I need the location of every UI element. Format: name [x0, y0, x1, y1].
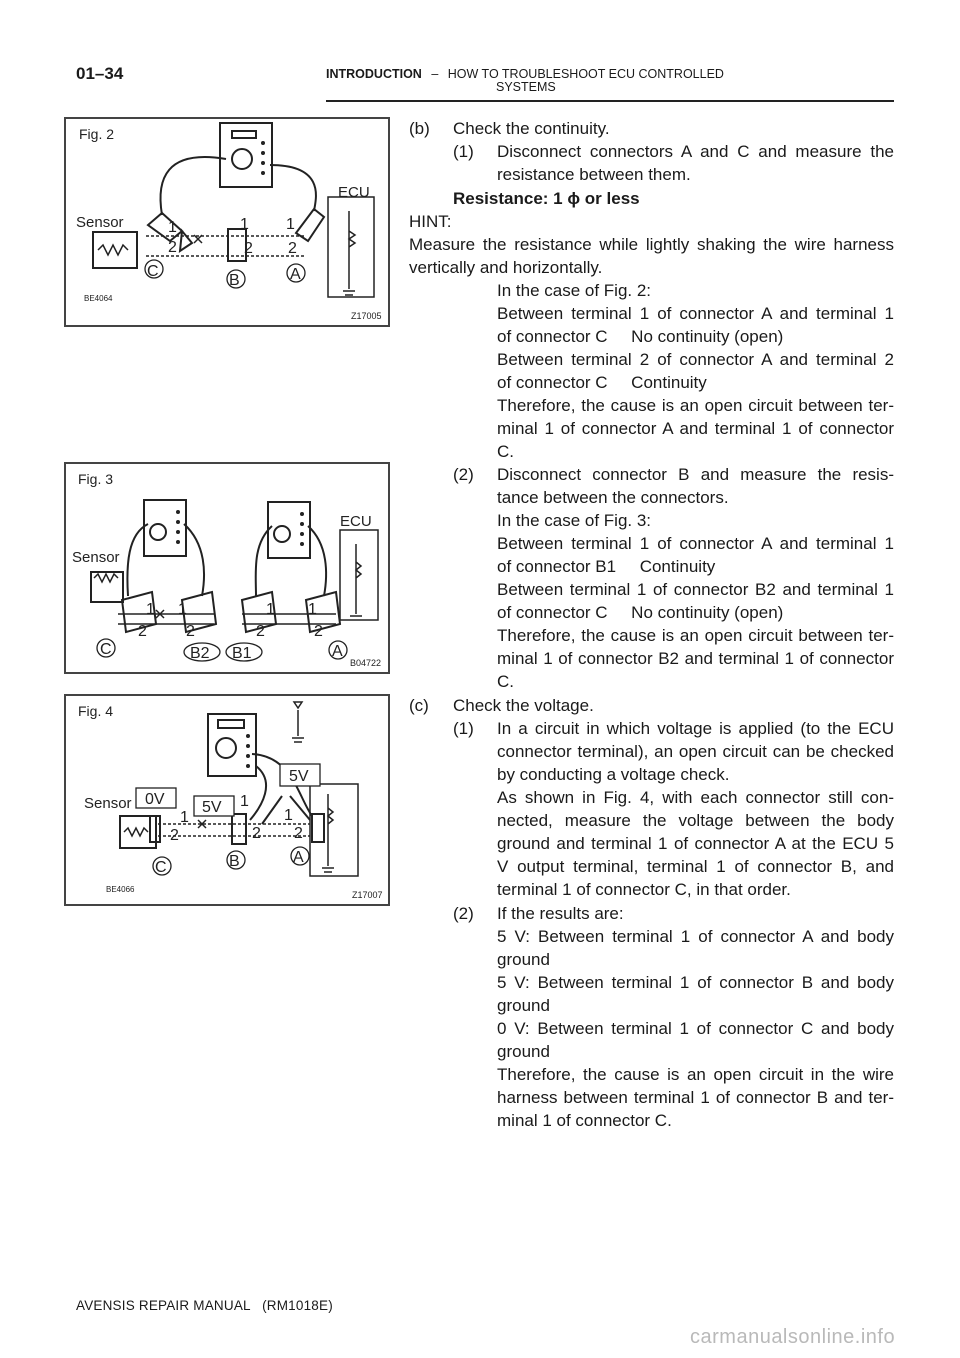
step-c1-line7: V output terminal, terminal 1 of connector B, and — [497, 857, 894, 876]
step-c-marker: (c) — [409, 696, 429, 715]
fig3-case: In the case of Fig. 3: — [497, 511, 652, 530]
figure-2-connector-b: B — [229, 272, 240, 289]
fig2-line3: Between terminal 2 of connector A and terminal 2 — [497, 350, 894, 369]
figure-3-connector-b2: B2 — [190, 645, 210, 662]
figure-3-connector-a: A — [332, 643, 343, 660]
fig2-case: In the case of Fig. 2: — [497, 281, 652, 300]
figure-4-terminal-1b: 1 — [240, 793, 249, 810]
step-c2-line5: ground — [497, 996, 550, 1015]
figure-4-diagram — [66, 696, 388, 904]
figure-2-terminal-1a: 1 — [168, 219, 177, 236]
resistance-spec: Resistance: 1 ϕ or less — [453, 189, 640, 208]
step-c1-line1: In a circuit in which voltage is applied (to the ECU — [497, 719, 894, 738]
fig2-line2: of connector C No continuity (open) — [497, 327, 784, 346]
figure-4-voltage-c: 0V — [145, 791, 165, 808]
page-number: 01–34 — [76, 64, 124, 83]
step-b2-line1: Disconnect connector B and measure the resis- — [497, 465, 894, 484]
hint-line1: Measure the resistance while lightly shaking the wire harness — [409, 235, 894, 254]
step-c2-line8: Therefore, the cause is an open circuit in the wire — [497, 1065, 894, 1084]
step-b-title: Check the continuity. — [453, 119, 610, 138]
figure-4 — [64, 694, 390, 906]
figure-3-terminal-2d: 2 — [314, 623, 323, 640]
step-c1-line3: by conducting a voltage check. — [497, 765, 730, 784]
step-c1-line4: As shown in Fig. 4, with each connector still con- — [497, 788, 894, 807]
step-c2-line6: 0 V: Between terminal 1 of connector C and body — [497, 1019, 894, 1038]
figure-2-terminal-2b: 2 — [244, 240, 253, 257]
hint-label: HINT: — [409, 212, 452, 231]
figure-4-label: Fig. 4 — [78, 703, 114, 719]
figure-4-voltage-b: 5V — [202, 799, 222, 816]
figure-2-small-code: BE4064 — [84, 294, 113, 303]
figure-4-terminal-2b: 2 — [252, 825, 261, 842]
figure-2-connector-c: C — [147, 263, 159, 280]
figure-3-diagram — [66, 464, 388, 672]
figure-2-label: Fig. 2 — [79, 126, 115, 142]
fig3-line4: of connector C No continuity (open) — [497, 603, 784, 622]
figure-2-connector-a: A — [290, 266, 301, 283]
step-b1-line1: Disconnect connectors A and C and measure the — [497, 142, 894, 161]
figure-3-terminal-1c: 1 — [266, 601, 275, 618]
figure-2-diagram — [66, 119, 388, 325]
step-c2-marker: (2) — [453, 904, 474, 923]
figure-2-terminal-1b: 1 — [240, 216, 249, 233]
step-c1-line5: nected, measure the voltage between the body — [497, 811, 894, 830]
figure-2-code: Z17005 — [351, 311, 382, 321]
step-b-marker: (b) — [409, 119, 430, 138]
figure-4-voltage-ecu: 5V — [289, 768, 309, 785]
fig3-line3: Between terminal 1 of connector B2 and terminal 1 — [497, 580, 894, 599]
fig2-line1: Between terminal 1 of connector A and terminal 1 — [497, 304, 894, 323]
fig3-line2: of connector B1 Continuity — [497, 557, 716, 576]
figure-2-terminal-2a: 2 — [168, 239, 177, 256]
step-c1-line2: connector terminal), an open circuit can be checked — [497, 742, 894, 761]
figure-3-terminal-1d: 1 — [308, 601, 317, 618]
step-c2-line4: 5 V: Between terminal 1 of connector B and body — [497, 973, 894, 992]
watermark: carmanualsonline.info — [690, 1326, 896, 1348]
section-separator: – — [431, 67, 439, 81]
figure-3 — [64, 462, 390, 674]
step-b2-line2: tance between the connectors. — [497, 488, 729, 507]
figure-2-ecu-label: ECU — [338, 184, 370, 201]
figure-3-label: Fig. 3 — [78, 471, 114, 487]
step-b1-line2: resistance between them. — [497, 165, 691, 184]
multimeter-icon — [220, 123, 272, 187]
figure-4-connector-c: C — [155, 859, 167, 876]
figure-2-sensor-label: Sensor — [76, 214, 124, 231]
figure-3-ecu-label: ECU — [340, 513, 372, 530]
step-c1-line6: ground and terminal 1 of connector A at the ECU 5 — [497, 834, 894, 853]
figure-2 — [64, 117, 390, 327]
figure-3-terminal-1a: 1 — [146, 601, 155, 618]
step-c2-line9: harness between terminal 1 of connector B and ter- — [497, 1088, 894, 1107]
figure-2-terminal-1c: 1 — [286, 216, 295, 233]
step-c1-marker: (1) — [453, 719, 474, 738]
step-c2-line10: minal 1 of connector C. — [497, 1111, 672, 1130]
figure-3-code: B04722 — [350, 658, 382, 668]
header-rule — [326, 100, 894, 102]
step-b2-marker: (2) — [453, 465, 474, 484]
figure-4-terminal-1a: 1 — [180, 809, 189, 826]
section-subtitle-line2: SYSTEMS — [496, 80, 556, 94]
figure-4-connector-a: A — [293, 849, 304, 866]
section-subtitle-line1: HOW TO TROUBLESHOOT ECU CONTROLLED — [447, 67, 724, 81]
fig2-line4: of connector C Continuity — [497, 373, 707, 392]
fig3-line6: minal 1 of connector B2 and terminal 1 of connector — [497, 649, 894, 668]
section-title: INTRODUCTION — [326, 67, 422, 81]
step-c2-line1: If the results are: — [497, 904, 624, 923]
step-c1-line8: terminal 1 of connector C, in that order. — [497, 880, 791, 899]
section-header — [326, 68, 724, 94]
figure-4-terminal-1c: 1 — [284, 807, 293, 824]
figure-3-terminal-2b: 2 — [186, 623, 195, 640]
figure-4-connector-b: B — [229, 853, 240, 870]
fig2-line7: C. — [497, 442, 514, 461]
figure-3-connector-b1: B1 — [232, 645, 252, 662]
step-c2-line3: ground — [497, 950, 550, 969]
figure-3-terminal-2a: 2 — [138, 623, 147, 640]
footer-manual-name: AVENSIS REPAIR MANUAL (RM1018E) — [76, 1298, 333, 1313]
step-b1-marker: (1) — [453, 142, 474, 161]
fig3-line1: Between terminal 1 of connector A and terminal 1 — [497, 534, 894, 553]
figure-4-sensor-label: Sensor — [84, 795, 132, 812]
figure-4-terminal-2a: 2 — [170, 827, 179, 844]
figure-4-small-code: BE4066 — [106, 885, 135, 894]
hint-line2: vertically and horizontally. — [409, 258, 603, 277]
figure-3-sensor-label: Sensor — [72, 549, 120, 566]
figure-3-terminal-1b: 1 — [178, 601, 187, 618]
fig2-line5: Therefore, the cause is an open circuit between ter- — [497, 396, 894, 415]
fig3-line7: C. — [497, 672, 514, 691]
step-c2-line2: 5 V: Between terminal 1 of connector A and body — [497, 927, 894, 946]
fig2-line6: minal 1 of connector A and terminal 1 of connector — [497, 419, 894, 438]
step-c2-line7: ground — [497, 1042, 550, 1061]
figure-4-terminal-2c: 2 — [294, 825, 303, 842]
figure-2-terminal-2c: 2 — [288, 240, 297, 257]
step-c-title: Check the voltage. — [453, 696, 594, 715]
figure-3-terminal-2c: 2 — [256, 623, 265, 640]
figure-3-connector-c: C — [100, 641, 112, 658]
fig3-line5: Therefore, the cause is an open circuit between ter- — [497, 626, 894, 645]
figure-4-code: Z17007 — [352, 890, 383, 900]
